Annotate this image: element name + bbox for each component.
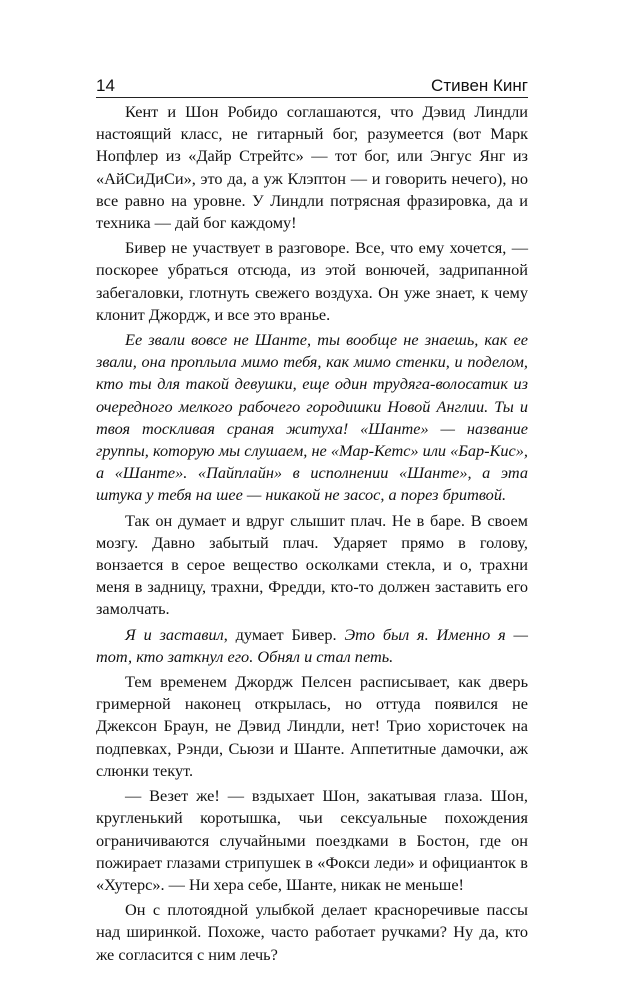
body-text — [96, 101, 528, 966]
header-rule — [96, 97, 528, 98]
italic-phrase: Это был я. Именно я — тот, кто заткнул его. Обнял и стал петь. — [96, 624, 528, 666]
italic-phrase: Я и заставил — [125, 624, 224, 644]
running-header — [96, 76, 528, 98]
paragraph-mixed — [96, 624, 528, 668]
italic-paragraph: Ее звали вовсе не Шанте, ты вообще не знаешь, как ее звали, она проплыла мимо тебя, как мимо стенки, и поделом, кто ты для такой девушки, еще один трудяга-волосатик из очередного мелкого рабочего городишки Новой Англии. Ты и твоя тоскливая сраная житуха! «Шанте» — название группы, которую мы слушаем, не «Мар-Кетс» или «Бар-Кис», а «Шанте». «Пайплайн» в исполнении «Шанте», а эта штука у тебя на шее — никакой не засос, а порез бритвой. — [96, 330, 528, 505]
regular-phrase: , думает Бивер. — [223, 624, 345, 644]
paragraph: Так он думает и вдруг слышит плач. Не в баре. В своем мозгу. Давно забытый плач. Ударяет прямо в голову, вонзается в серое вещество осколками стекла, и о, трахни меня в задницу, трахни, Фредди, кто-то должен заставить его замолчать. — [96, 510, 528, 619]
running-header-author: Стивен Кинг — [431, 76, 528, 95]
paragraph: Он с плотоядной улыбкой делает красноречивые пассы над ширинкой. Похоже, часто работает ручками? Ну да, кто же согласится с ним лечь? — [96, 900, 528, 964]
paragraph: Тем временем Джордж Пелсен расписывает, как дверь гримерной наконец открылась, но оттуда появился не Джексон Браун, не Дэвид Линдли, нет! Трио хористочек на подпевках, Рэнди, Сьюзи и Шанте. Аппетитные дамочки, аж слюнки текут. — [96, 672, 528, 780]
paragraph: — Везет же! — вздыхает Шон, закатывая глаза. Шон, кругленький коротышка, чьи сексуальные похождения ограничиваются случайными поездками в Бостон, где он пожирает глазами стрипушек в «Фокси леди» и официанток в «Хутерс». — Ни хера себе, Шанте, никак не меньше! — [96, 786, 528, 894]
paragraph: Бивер не участвует в разговоре. Все, что ему хочется, — поскорее убраться отсюда, из этой вонючей, задрипанной забегаловки, глотнуть свежего воздуха. Он уже знает, к чему клонит Джордж, и все это вранье. — [96, 238, 528, 324]
paragraph: Кент и Шон Робидо соглашаются, что Дэвид Линдли настоящий класс, не гитарный бог, разумеется (вот Марк Нопфлер из «Дайр Стрейтс» — тот бог, или Энгус Янг из «АйСиДиСи», это да, а уж Клэптон — и говорить нечего), но все равно на уровне. У Линдли потрясная фразировка, да и техника — дай бог каждому! — [96, 102, 528, 233]
page-number: 14 — [96, 76, 115, 95]
